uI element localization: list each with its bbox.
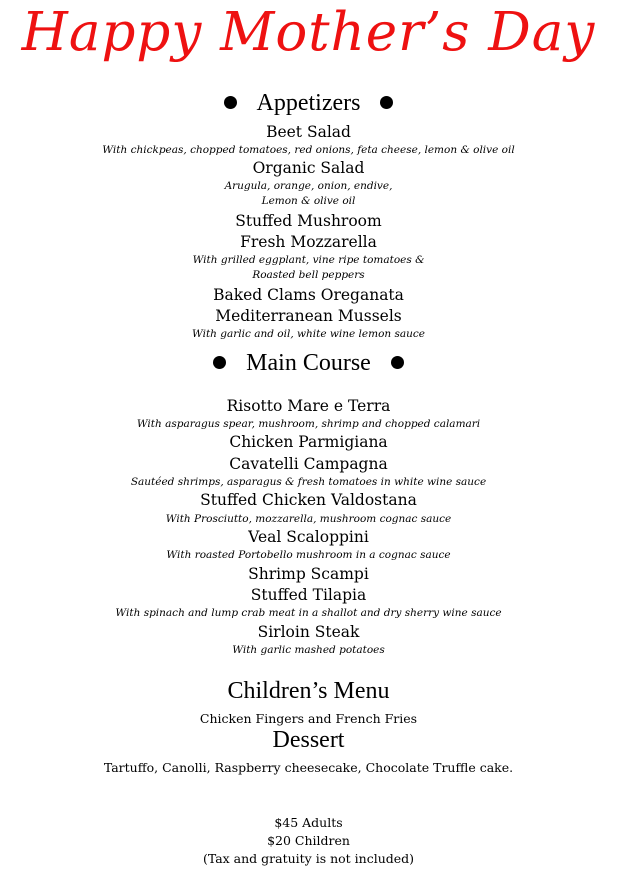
- bullet-icon: [224, 96, 237, 109]
- price-children: $20 Children: [267, 833, 350, 848]
- menu-item-desc: With asparagus spear, mushroom, shrimp and chopped calamari: [136, 418, 481, 430]
- menu-item-valdostana: Stuffed Chicken Valdostana: [200, 491, 417, 509]
- bullet-icon: [213, 356, 226, 369]
- menu-item-desc: With roasted Portobello mushroom in a cognac sauce: [166, 549, 451, 561]
- menu-item-beet-salad: Beet Salad: [266, 123, 351, 141]
- menu-item-desc: With grilled eggplant, vine ripe tomatoes &: [192, 254, 425, 266]
- menu-item-desc: With chickpeas, chopped tomatoes, red onions, feta cheese, lemon & olive oil: [102, 144, 515, 156]
- menu-item-mussels: Mediterranean Mussels: [215, 307, 402, 325]
- menu-item-chicken-parmigiana: Chicken Parmigiana: [229, 433, 388, 451]
- price-adults: $45 Adults: [274, 815, 343, 830]
- bullet-icon: [380, 96, 393, 109]
- price-note: (Tax and gratuity is not included): [202, 851, 415, 866]
- menu-item-veal: Veal Scaloppini: [248, 528, 369, 546]
- bullet-icon: [391, 356, 404, 369]
- menu-item-desc: With spinach and lump crab meat in a shallot and dry sherry wine sauce: [115, 607, 502, 619]
- menu-item-desc: Arugula, orange, onion, endive,: [224, 180, 393, 192]
- menu-item-organic-salad: Organic Salad: [252, 159, 365, 177]
- menu-item-risotto: Risotto Mare e Terra: [226, 397, 391, 415]
- menu-item-desc: With garlic mashed potatoes: [232, 644, 385, 656]
- main-course-heading-row: [0, 350, 617, 377]
- menu-item-tilapia: Stuffed Tilapia: [250, 586, 367, 604]
- menu-item-cavatelli: Cavatelli Campagna: [229, 455, 388, 473]
- dessert-items: Tartuffo, Canolli, Raspberry cheesecake, Chocolate Truffle cake.: [103, 760, 514, 775]
- page-title: Happy Mother’s Day: [21, 2, 596, 63]
- main-course-heading: Main Course: [246, 350, 371, 376]
- menu-item-desc: With Prosciutto, mozzarella, mushroom cognac sauce: [165, 513, 452, 525]
- menu-item-desc: With garlic and oil, white wine lemon sauce: [191, 328, 425, 340]
- appetizers-heading: Appetizers: [256, 90, 361, 116]
- childrens-menu-items: Chicken Fingers and French Fries: [199, 711, 418, 726]
- menu-item-sirloin: Sirloin Steak: [257, 623, 360, 641]
- menu-item-desc: Roasted bell peppers: [252, 269, 365, 281]
- dessert-heading: Dessert: [272, 727, 345, 753]
- menu-item-desc: Sautéed shrimps, asparagus & fresh tomatoes in white wine sauce: [130, 476, 487, 488]
- menu-item-stuffed-mushroom: Stuffed Mushroom: [235, 212, 382, 230]
- appetizers-heading-row: [0, 90, 617, 117]
- menu-item-baked-clams: Baked Clams Oreganata: [213, 286, 404, 304]
- menu-item-fresh-mozzarella: Fresh Mozzarella: [240, 233, 377, 251]
- childrens-menu-heading: Children’s Menu: [227, 678, 390, 704]
- menu-item-desc: Lemon & olive oil: [261, 195, 356, 207]
- menu-item-shrimp-scampi: Shrimp Scampi: [248, 565, 369, 583]
